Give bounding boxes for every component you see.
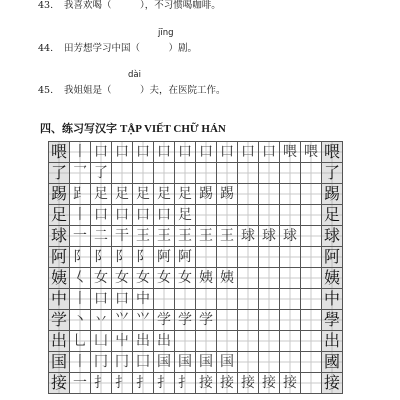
question-number: 44. bbox=[38, 43, 54, 54]
stroke-step-cell: 踢 bbox=[196, 184, 217, 205]
stroke-step-cell: 王 bbox=[154, 226, 175, 247]
stroke-step-cell: 阝 bbox=[133, 247, 154, 268]
question-number: 43. bbox=[38, 0, 54, 11]
stroke-step-cell: 丨 bbox=[70, 142, 91, 163]
stroke-step-cell bbox=[259, 184, 280, 205]
stroke-step-cell bbox=[217, 289, 238, 310]
stroke-step-cell: 女 bbox=[112, 268, 133, 289]
stroke-step-cell: 阿 bbox=[154, 247, 175, 268]
stroke-step-cell: 扌 bbox=[91, 373, 112, 394]
stroke-step-cell: 国 bbox=[175, 352, 196, 373]
section-title-cn: 四、练习写汉字 bbox=[40, 122, 117, 135]
stroke-step-cell bbox=[238, 289, 259, 310]
model-character-end-cell: 姨 bbox=[322, 268, 343, 289]
stroke-step-cell bbox=[301, 352, 322, 373]
stroke-step-cell bbox=[301, 373, 322, 394]
stroke-step-cell: 𧾷 bbox=[70, 184, 91, 205]
stroke-step-cell bbox=[301, 247, 322, 268]
stroke-step-cell bbox=[259, 331, 280, 352]
stroke-step-cell: 扌 bbox=[175, 373, 196, 394]
stroke-step-cell: ⺍ bbox=[112, 310, 133, 331]
stroke-step-cell: 口 bbox=[217, 142, 238, 163]
model-character-end-cell: 學 bbox=[322, 310, 343, 331]
stroke-step-cell: 女 bbox=[154, 268, 175, 289]
stroke-step-cell bbox=[280, 163, 301, 184]
model-character-end-cell: 國 bbox=[322, 352, 343, 373]
stroke-step-cell bbox=[238, 184, 259, 205]
stroke-step-cell bbox=[175, 289, 196, 310]
question-text-before: 我喜欢喝（ bbox=[64, 0, 112, 11]
stroke-step-cell bbox=[238, 205, 259, 226]
stroke-step-cell: 口 bbox=[133, 142, 154, 163]
stroke-step-cell bbox=[133, 163, 154, 184]
model-character-cell: 球 bbox=[49, 226, 70, 247]
stroke-step-cell: 干 bbox=[112, 226, 133, 247]
pinyin-hint: dài bbox=[128, 70, 141, 80]
stroke-step-cell: 女 bbox=[175, 268, 196, 289]
stroke-step-cell bbox=[238, 331, 259, 352]
stroke-step-cell bbox=[301, 331, 322, 352]
stroke-step-cell bbox=[280, 205, 301, 226]
stroke-step-cell: 口 bbox=[175, 142, 196, 163]
stroke-step-cell: 足 bbox=[175, 184, 196, 205]
stroke-step-cell bbox=[280, 331, 301, 352]
stroke-step-cell bbox=[238, 268, 259, 289]
stroke-step-cell: 丨 bbox=[70, 289, 91, 310]
stroke-step-cell: 足 bbox=[154, 184, 175, 205]
stroke-step-cell: 扌 bbox=[154, 373, 175, 394]
stroke-step-cell: 出 bbox=[154, 331, 175, 352]
stroke-step-cell: 扌 bbox=[112, 373, 133, 394]
model-character-end-cell: 中 bbox=[322, 289, 343, 310]
model-character-end-cell: 出 bbox=[322, 331, 343, 352]
stroke-step-cell: 一 bbox=[70, 226, 91, 247]
stroke-step-cell: 王 bbox=[133, 226, 154, 247]
stroke-step-cell bbox=[280, 184, 301, 205]
stroke-step-cell: 阝 bbox=[112, 247, 133, 268]
stroke-step-cell bbox=[217, 247, 238, 268]
stroke-step-cell: 丶 bbox=[70, 310, 91, 331]
stroke-step-cell: 足 bbox=[175, 205, 196, 226]
model-character-cell: 国 bbox=[49, 352, 70, 373]
stroke-step-cell: 女 bbox=[91, 268, 112, 289]
stroke-step-cell: 屮 bbox=[112, 331, 133, 352]
model-character-end-cell: 接 bbox=[322, 373, 343, 394]
stroke-step-cell: 足 bbox=[91, 184, 112, 205]
stroke-step-cell bbox=[217, 310, 238, 331]
stroke-step-cell bbox=[196, 289, 217, 310]
stroke-step-cell bbox=[301, 226, 322, 247]
stroke-step-cell bbox=[238, 310, 259, 331]
stroke-step-cell: 王 bbox=[217, 226, 238, 247]
stroke-step-cell bbox=[154, 163, 175, 184]
stroke-step-cell: 丨 bbox=[70, 352, 91, 373]
stroke-step-cell bbox=[259, 268, 280, 289]
pinyin-hint: jīng bbox=[158, 28, 174, 38]
stroke-step-cell: 学 bbox=[154, 310, 175, 331]
question-text-after: ）夫，在医院工作。 bbox=[140, 85, 226, 96]
stroke-step-cell: 了 bbox=[91, 163, 112, 184]
practice-grid bbox=[48, 141, 343, 394]
stroke-step-cell: 阿 bbox=[175, 247, 196, 268]
stroke-step-cell: 接 bbox=[217, 373, 238, 394]
stroke-step-cell bbox=[238, 352, 259, 373]
model-character-end-cell: 足 bbox=[322, 205, 343, 226]
stroke-step-cell bbox=[280, 247, 301, 268]
stroke-step-cell: 丨 bbox=[70, 205, 91, 226]
stroke-step-cell: 国 bbox=[196, 352, 217, 373]
question-text-after: ）剧。 bbox=[168, 43, 198, 54]
stroke-step-cell: ⺍ bbox=[133, 310, 154, 331]
question-number: 45. bbox=[38, 85, 54, 96]
stroke-step-cell: 冂 bbox=[112, 352, 133, 373]
stroke-step-cell bbox=[217, 205, 238, 226]
section-title-vi: TẬP VIẾT CHỮ HÁN bbox=[120, 123, 226, 135]
stroke-step-cell bbox=[259, 289, 280, 310]
stroke-step-cell: 阝 bbox=[70, 247, 91, 268]
stroke-step-cell: 足 bbox=[133, 184, 154, 205]
stroke-step-cell bbox=[280, 268, 301, 289]
model-character-cell: 中 bbox=[49, 289, 70, 310]
model-character-cell: 学 bbox=[49, 310, 70, 331]
stroke-step-cell: 喂 bbox=[280, 142, 301, 163]
stroke-step-cell bbox=[301, 310, 322, 331]
stroke-step-cell bbox=[175, 163, 196, 184]
stroke-step-cell: 冂 bbox=[91, 352, 112, 373]
model-character-cell: 了 bbox=[49, 163, 70, 184]
stroke-step-cell: 口 bbox=[91, 142, 112, 163]
model-character-end-cell: 球 bbox=[322, 226, 343, 247]
stroke-step-cell bbox=[217, 163, 238, 184]
model-character-cell: 踢 bbox=[49, 184, 70, 205]
stroke-step-cell: 二 bbox=[91, 226, 112, 247]
model-character-cell: 接 bbox=[49, 373, 70, 394]
stroke-step-cell: 扌 bbox=[133, 373, 154, 394]
stroke-step-cell: 口 bbox=[112, 289, 133, 310]
stroke-step-cell: 𡿨 bbox=[70, 268, 91, 289]
stroke-step-cell: 国 bbox=[154, 352, 175, 373]
stroke-step-cell: 接 bbox=[196, 373, 217, 394]
model-character-end-cell: 踢 bbox=[322, 184, 343, 205]
stroke-step-cell: 姨 bbox=[196, 268, 217, 289]
stroke-step-cell: 喂 bbox=[301, 142, 322, 163]
stroke-step-cell: 口 bbox=[91, 205, 112, 226]
stroke-step-cell: 出 bbox=[133, 331, 154, 352]
stroke-step-cell: 口 bbox=[154, 205, 175, 226]
stroke-step-cell: 球 bbox=[280, 226, 301, 247]
stroke-step-cell bbox=[238, 163, 259, 184]
stroke-step-cell: 女 bbox=[133, 268, 154, 289]
model-character-cell: 出 bbox=[49, 331, 70, 352]
model-character-cell: 阿 bbox=[49, 247, 70, 268]
stroke-step-cell: 阝 bbox=[91, 247, 112, 268]
model-character-end-cell: 了 bbox=[322, 163, 343, 184]
stroke-step-cell bbox=[196, 247, 217, 268]
stroke-step-cell: 接 bbox=[280, 373, 301, 394]
stroke-step-cell: 口 bbox=[238, 142, 259, 163]
stroke-step-cell: 接 bbox=[238, 373, 259, 394]
stroke-step-cell: 口 bbox=[91, 289, 112, 310]
question-45 bbox=[38, 82, 226, 96]
model-character-cell: 喂 bbox=[49, 142, 70, 163]
stroke-step-cell: 学 bbox=[175, 310, 196, 331]
stroke-step-cell bbox=[259, 163, 280, 184]
stroke-step-cell bbox=[112, 163, 133, 184]
question-44 bbox=[38, 40, 197, 54]
stroke-step-cell: 口 bbox=[259, 142, 280, 163]
stroke-step-cell bbox=[238, 247, 259, 268]
stroke-step-cell bbox=[154, 289, 175, 310]
stroke-step-cell: 王 bbox=[196, 226, 217, 247]
question-text-before: 我姐姐是（ bbox=[64, 85, 112, 96]
stroke-step-cell bbox=[175, 331, 196, 352]
stroke-step-cell bbox=[301, 163, 322, 184]
stroke-step-cell bbox=[280, 352, 301, 373]
stroke-step-cell: 学 bbox=[196, 310, 217, 331]
stroke-step-cell: 球 bbox=[259, 226, 280, 247]
stroke-step-cell: 口 bbox=[133, 205, 154, 226]
model-character-cell: 姨 bbox=[49, 268, 70, 289]
question-text-before: 田芳想学习中国（ bbox=[64, 43, 141, 54]
stroke-step-cell bbox=[217, 331, 238, 352]
stroke-step-cell bbox=[259, 205, 280, 226]
stroke-step-cell: 口 bbox=[112, 142, 133, 163]
stroke-step-cell: 乚 bbox=[70, 331, 91, 352]
stroke-step-cell: 凵 bbox=[91, 331, 112, 352]
stroke-step-cell bbox=[280, 289, 301, 310]
model-character-end-cell: 阿 bbox=[322, 247, 343, 268]
stroke-step-cell bbox=[196, 205, 217, 226]
stroke-step-cell: 足 bbox=[112, 184, 133, 205]
stroke-step-cell: 乛 bbox=[70, 163, 91, 184]
stroke-step-cell bbox=[259, 310, 280, 331]
stroke-step-cell: 一 bbox=[70, 373, 91, 394]
model-character-end-cell: 喂 bbox=[322, 142, 343, 163]
model-character-cell: 足 bbox=[49, 205, 70, 226]
section-heading bbox=[40, 120, 226, 136]
stroke-step-cell bbox=[196, 163, 217, 184]
stroke-step-cell: 口 bbox=[154, 142, 175, 163]
stroke-step-cell: 踢 bbox=[217, 184, 238, 205]
stroke-step-cell: 接 bbox=[259, 373, 280, 394]
stroke-step-cell bbox=[280, 310, 301, 331]
stroke-step-cell bbox=[259, 247, 280, 268]
stroke-step-cell bbox=[301, 184, 322, 205]
stroke-step-cell bbox=[301, 268, 322, 289]
stroke-step-cell: 囗 bbox=[133, 352, 154, 373]
stroke-step-cell: 口 bbox=[112, 205, 133, 226]
stroke-step-cell bbox=[301, 289, 322, 310]
stroke-step-cell: 王 bbox=[175, 226, 196, 247]
stroke-step-cell: 口 bbox=[196, 142, 217, 163]
stroke-step-cell: 球 bbox=[238, 226, 259, 247]
stroke-step-cell: 丷 bbox=[91, 310, 112, 331]
stroke-step-cell bbox=[259, 352, 280, 373]
stroke-step-cell: 姨 bbox=[217, 268, 238, 289]
stroke-step-cell: 中 bbox=[133, 289, 154, 310]
stroke-step-cell: 国 bbox=[217, 352, 238, 373]
stroke-step-cell bbox=[301, 205, 322, 226]
stroke-step-cell bbox=[196, 331, 217, 352]
question-text-after: ），不习惯喝咖啡。 bbox=[140, 0, 221, 11]
question-43 bbox=[38, 0, 221, 11]
